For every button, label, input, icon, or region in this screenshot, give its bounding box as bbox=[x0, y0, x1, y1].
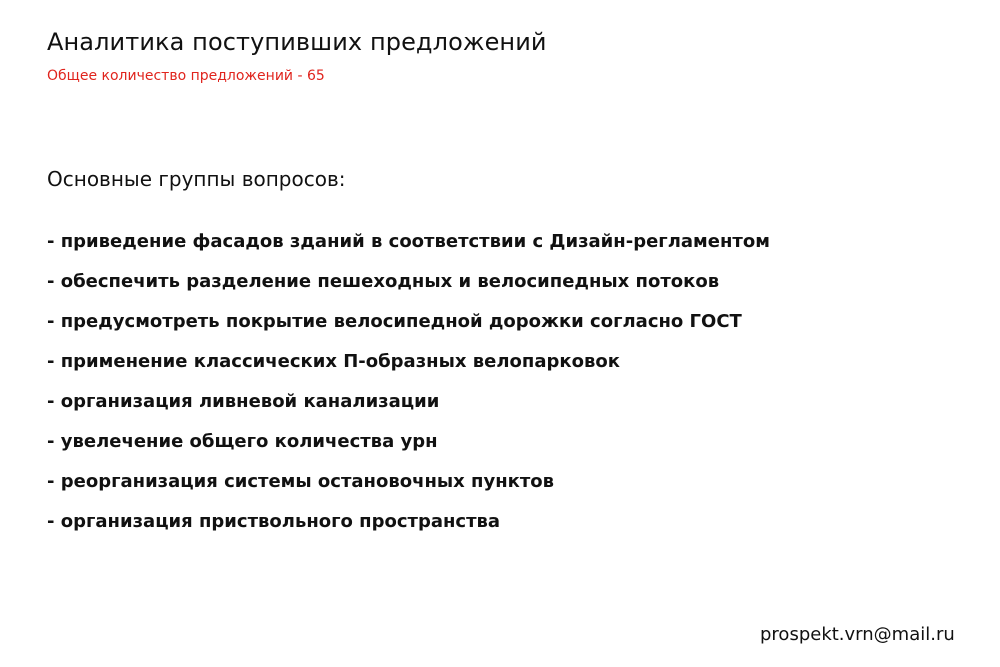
list-item: - организация приствольного пространства bbox=[47, 511, 501, 532]
list-item: - организация ливневой канализации bbox=[47, 391, 440, 412]
list-item: - применение классических П-образных велопарковок bbox=[47, 351, 620, 372]
section-heading: Основные группы вопросов: bbox=[47, 167, 346, 191]
list-item: - увелечение общего количества урн bbox=[47, 431, 438, 452]
list-item: - предусмотреть покрытие велосипедной дорожки согласно ГОСТ bbox=[47, 311, 742, 332]
list-item: - реорганизация системы остановочных пунктов bbox=[47, 471, 555, 492]
list-item: - обеспечить разделение пешеходных и велосипедных потоков bbox=[47, 271, 720, 292]
contact-email: prospekt.vrn@mail.ru bbox=[760, 624, 955, 645]
list-item: - приведение фасадов зданий в соответствии с Дизайн-регламентом bbox=[47, 231, 770, 252]
issues-list bbox=[47, 222, 770, 542]
page-title: Аналитика поступивших предложений bbox=[47, 28, 547, 56]
page-subtitle: Общее количество предложений - 65 bbox=[47, 68, 325, 84]
